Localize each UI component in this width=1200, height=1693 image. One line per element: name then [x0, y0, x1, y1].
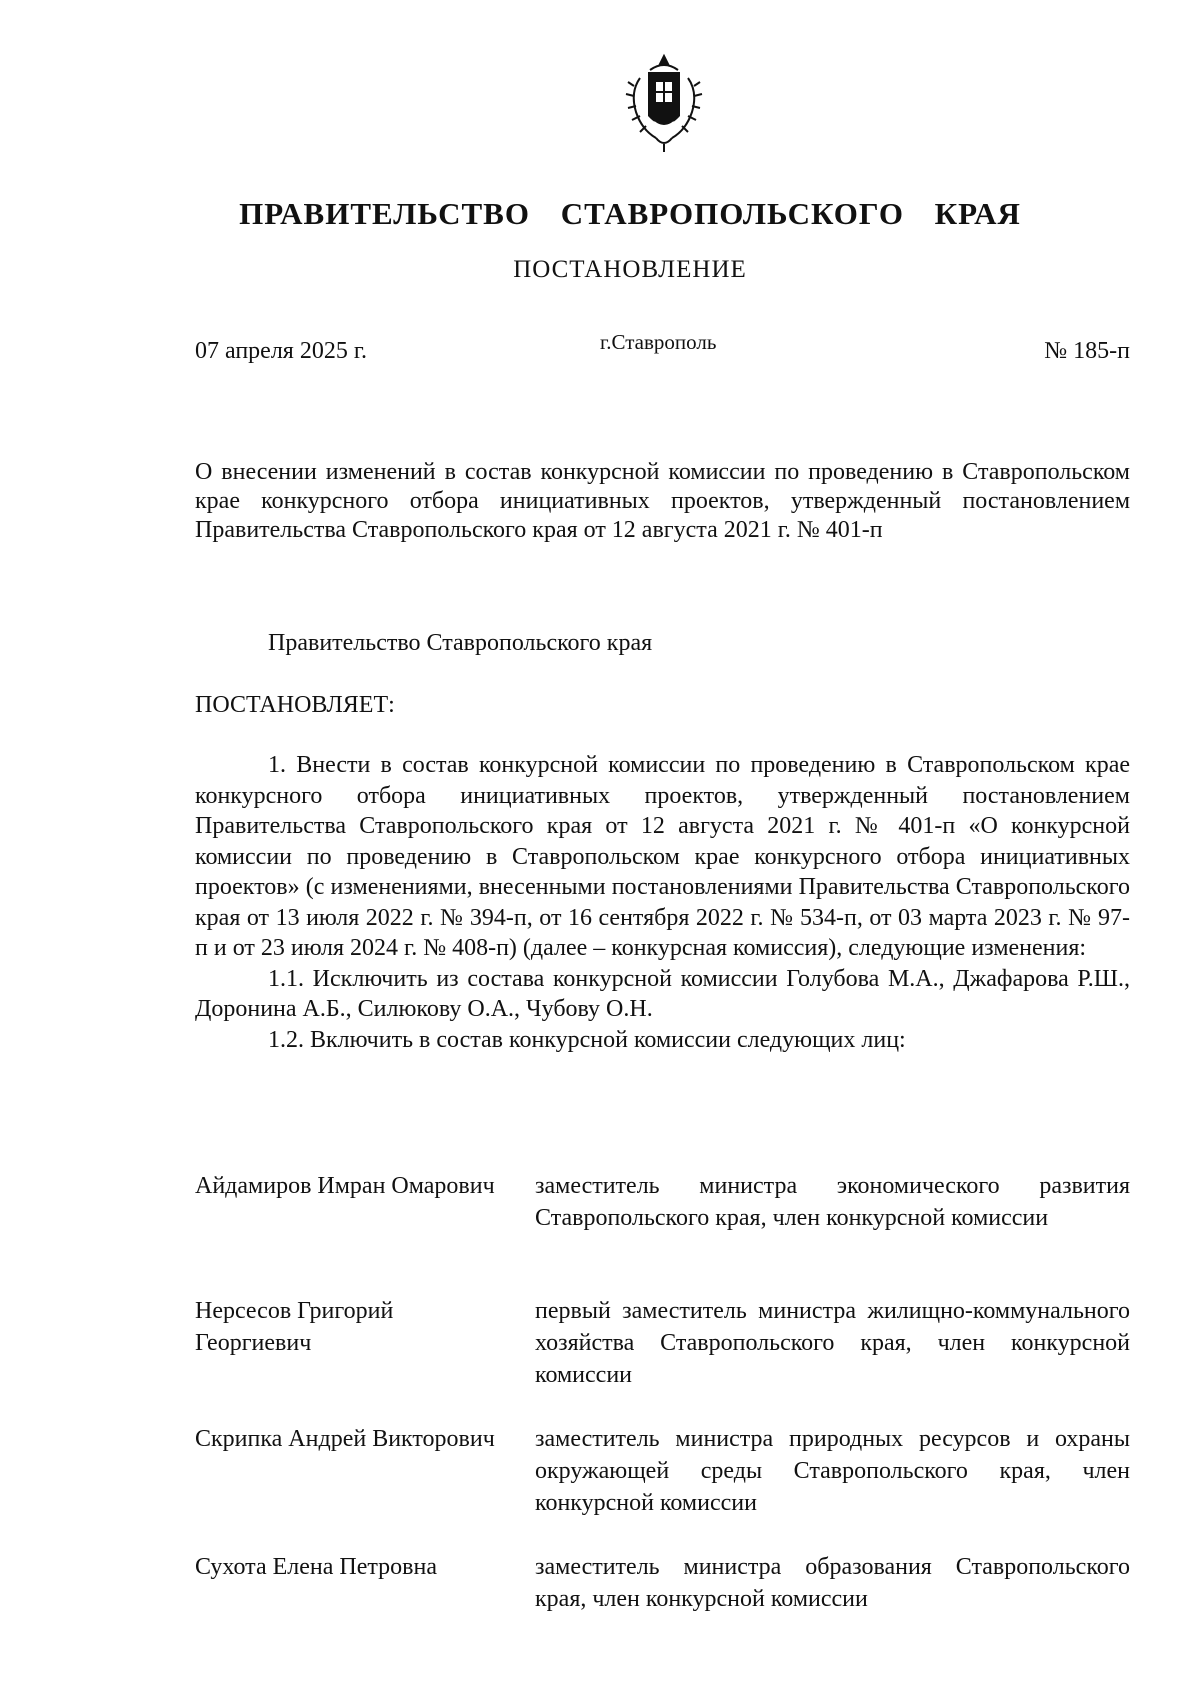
preamble: Правительство Ставропольского края — [268, 630, 653, 656]
member-name: Нерсесов Григорий Георгиевич — [195, 1298, 394, 1356]
document-subject: О внесении изменений в состав конкурсной комиссии по проведению в Ставропольском крае конкурсного отбора инициативных проектов, утвержденный постановлением Правительства Ставропольского края от 12 августа 2021 г. № 401-п — [195, 459, 1130, 543]
document-meta — [195, 330, 1130, 370]
document-date: 07 апреля 2025 г. — [195, 338, 367, 364]
member-row — [195, 1423, 1130, 1551]
member-name: Скрипка Андрей Викторович — [195, 1426, 495, 1452]
coat-of-arms-icon — [620, 52, 708, 154]
member-name: Айдамиров Имран Омарович — [195, 1173, 495, 1199]
member-row — [195, 1295, 1130, 1423]
paragraph-1-1: 1.1. Исключить из состава конкурсной комиссии Голубова М.А., Джафарова Р.Ш., Доронина А.Б., Силюкову О.А., Чубову О.Н. — [195, 965, 1130, 1022]
member-row — [195, 1170, 1130, 1295]
paragraph-1: 1. Внести в состав конкурсной комиссии по проведению в Ставропольском крае конкурсного отбора инициативных проектов, утвержденный постановлением Правительства Ставропольского края от 12 августа 2021 г. № 401-п «О конкурсной комиссии по проведению в Ставропольском крае конкурсного отбора инициативных проектов» (с изменениями, внесенными постановлениями Правительства Ставропольского края от 13 июля 2022 г. № 394-п, от 16 сентября 2022 г. № 534-п, от 03 марта 2023 г. № 97-п и от 23 июля 2024 г. № 408-п) (далее – конкурсная комиссия), следующие изменения: — [195, 752, 1130, 961]
member-row — [195, 1551, 1130, 1651]
document-number: № 185-п — [1044, 338, 1130, 364]
member-role: первый заместитель министра жилищно-коммунального хозяйства Ставропольского края, член конкурсной комиссии — [535, 1298, 1130, 1388]
member-role: заместитель министра экономического развития Ставропольского края, член конкурсной комиссии — [535, 1173, 1130, 1231]
member-role: заместитель министра образования Ставропольского края, член конкурсной комиссии — [535, 1554, 1130, 1612]
document-type: ПОСТАНОВЛЕНИЕ — [513, 256, 747, 283]
member-role: заместитель министра природных ресурсов и охраны окружающей среды Ставропольского края, член конкурсной комиссии — [535, 1426, 1130, 1516]
member-name: Сухота Елена Петровна — [195, 1554, 437, 1580]
body-paragraphs — [195, 750, 1130, 1055]
government-title: ПРАВИТЕЛЬСТВО СТАВРОПОЛЬСКОГО КРАЯ — [239, 196, 1021, 231]
resolves-heading: ПОСТАНОВЛЯЕТ: — [195, 692, 395, 718]
paragraph-1-2: 1.2. Включить в состав конкурсной комиссии следующих лиц: — [268, 1026, 906, 1053]
document-city: г.Ставрополь — [600, 330, 717, 354]
members-list — [195, 1170, 1130, 1651]
